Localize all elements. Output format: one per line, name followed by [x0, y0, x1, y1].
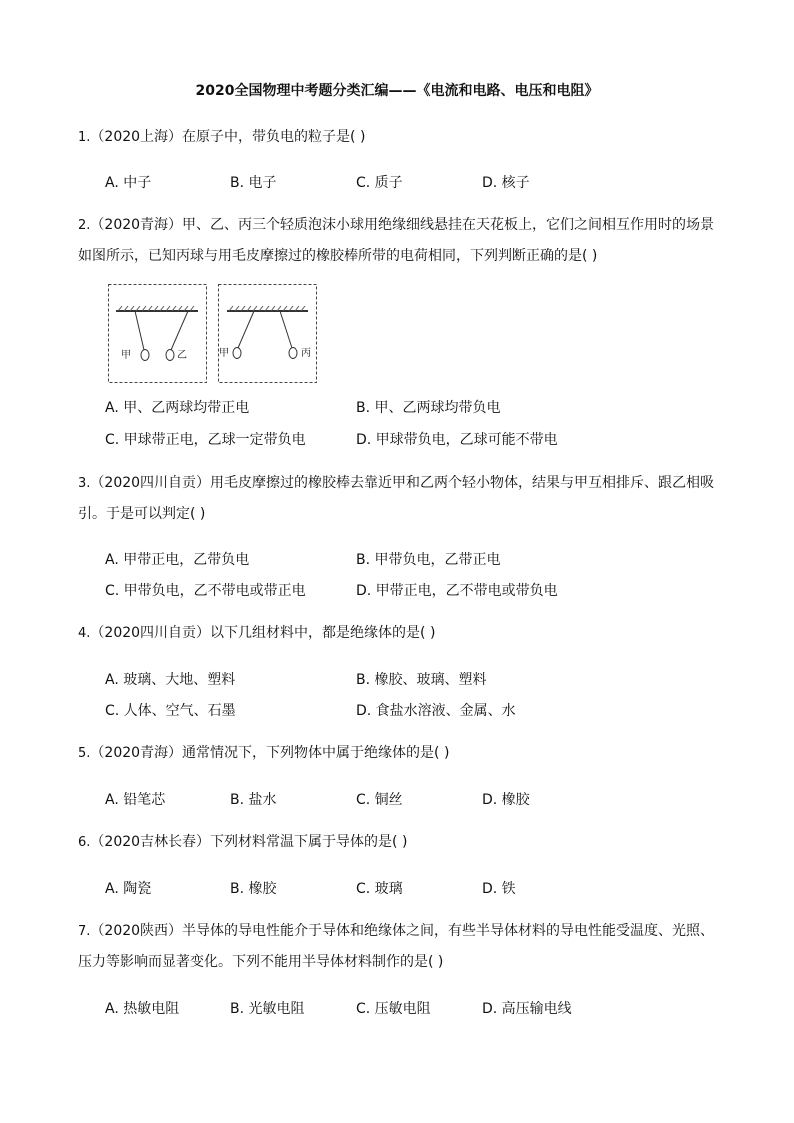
thread	[135, 311, 144, 350]
question-1	[78, 122, 718, 153]
ball-jia	[141, 350, 149, 361]
question-number: 5.	[78, 746, 91, 761]
option-c: C. 甲带负电，乙不带电或带正电	[105, 583, 306, 599]
thread	[171, 311, 188, 350]
charged-balls-figure	[108, 284, 318, 384]
question-text: （2020吉林长春）下列材料常温下属于导体的是( )	[90, 834, 408, 850]
left-panel-frame	[109, 285, 207, 383]
option-d: D. 铁	[482, 881, 516, 897]
option-d: D. 食盐水溶液、金属、水	[356, 703, 516, 719]
question-number: 4.	[78, 626, 91, 641]
question-text-continued: 引。于是可以判定( )	[78, 506, 206, 522]
option-b: B. 光敏电阻	[230, 1001, 305, 1017]
question-number: 2.	[78, 218, 91, 233]
thread	[280, 311, 292, 348]
question-number: 1.	[78, 130, 91, 145]
option-d: D. 甲球带负电，乙球可能不带电	[356, 432, 558, 448]
option-d: D. 高压输电线	[482, 1001, 572, 1017]
question-3	[78, 468, 718, 530]
question-number: 3.	[78, 476, 91, 491]
option-a: A. 中子	[105, 175, 152, 191]
question-5	[78, 738, 718, 769]
question-text: （2020青海）通常情况下，下列物体中属于绝缘体的是( )	[90, 745, 450, 761]
option-a: A. 铅笔芯	[105, 792, 166, 808]
question-text: （2020四川自贡）用毛皮摩擦过的橡胶棒去靠近甲和乙两个轻小物体，结果与甲互相排斥、跟乙相吸	[90, 475, 715, 491]
option-b: B. 电子	[230, 175, 277, 191]
option-c: C. 人体、空气、石墨	[105, 703, 236, 719]
question-text: （2020四川自贡）以下几组材料中，都是绝缘体的是( )	[90, 625, 436, 641]
option-a: A. 甲、乙两球均带正电	[105, 400, 250, 416]
option-c: C. 甲球带正电，乙球一定带负电	[105, 432, 306, 448]
option-d: D. 甲带正电，乙不带电或带负电	[356, 583, 558, 599]
option-d: D. 橡胶	[482, 792, 530, 808]
question-number: 7.	[78, 924, 91, 939]
option-b: B. 盐水	[230, 792, 277, 808]
label-bing: 丙	[301, 348, 311, 359]
question-text-continued: 压力等影响而显著变化。下列不能用半导体材料制作的是( )	[78, 954, 444, 970]
option-a: A. 甲带正电，乙带负电	[105, 552, 250, 568]
option-c: C. 玻璃	[356, 881, 403, 897]
question-2	[78, 210, 718, 272]
ball-bing	[289, 348, 297, 359]
option-b: B. 甲、乙两球均带负电	[356, 400, 501, 416]
question-text: （2020青海）甲、乙、丙三个轻质泡沫小球用绝缘细线悬挂在天花板上，它们之间相互作用时的场景	[90, 217, 715, 233]
option-a: A. 玻璃、大地、塑料	[105, 672, 236, 688]
option-c: C. 质子	[356, 175, 403, 191]
option-b: B. 甲带负电，乙带正电	[356, 552, 501, 568]
label-jia: 甲	[121, 350, 131, 361]
option-c: C. 压敏电阻	[356, 1001, 431, 1017]
right-panel-frame	[219, 285, 317, 383]
ball-yi	[166, 350, 174, 361]
label-jia: 甲	[219, 348, 229, 359]
option-a: A. 热敏电阻	[105, 1001, 180, 1017]
thread	[238, 311, 254, 348]
question-text: （2020陕西）半导体的导电性能介于导体和绝缘体之间，有些半导体材料的导电性能受温度、光照、	[90, 923, 715, 939]
question-4	[78, 618, 718, 649]
ball-jia	[233, 348, 241, 359]
option-a: A. 陶瓷	[105, 881, 152, 897]
document-title: 2020全国物理中考题分类汇编——《电流和电路、电压和电阻》	[195, 83, 599, 99]
question-6	[78, 827, 718, 858]
question-text-continued: 如图所示，已知丙球与用毛皮摩擦过的橡胶棒所带的电荷相同，下列判断正确的是( )	[78, 248, 598, 264]
option-d: D. 核子	[482, 175, 530, 191]
question-number: 6.	[78, 835, 91, 850]
option-c: C. 铜丝	[356, 792, 403, 808]
label-yi: 乙	[177, 350, 187, 361]
option-b: B. 橡胶	[230, 881, 277, 897]
question-7	[78, 916, 718, 978]
question-text: （2020上海）在原子中，带负电的粒子是( )	[90, 129, 366, 145]
option-b: B. 橡胶、玻璃、塑料	[356, 672, 487, 688]
